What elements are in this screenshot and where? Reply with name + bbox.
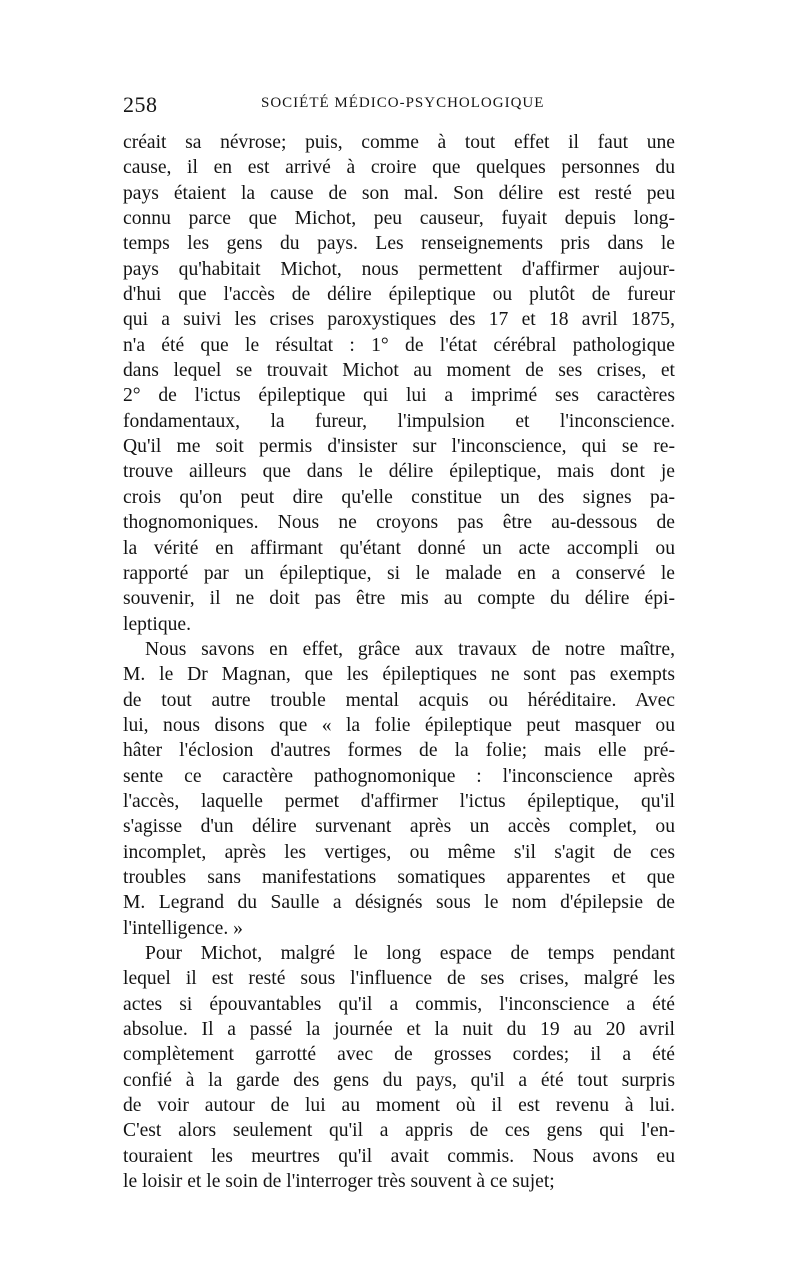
paragraph: [123, 130, 675, 637]
text-line: hâter l'éclosion d'autres formes de la folie; mais elle pré-: [123, 740, 675, 762]
text-line: lui, nous disons que « la folie épileptique peut masquer ou: [123, 714, 675, 736]
text-line: pays qu'habitait Michot, nous permettent d'affirmer aujour-: [123, 258, 675, 280]
text-line: crois qu'on peut dire qu'elle constitue un des signes pa-: [123, 486, 675, 508]
text-line: la vérité en affirmant qu'étant donné un acte accompli ou: [123, 537, 675, 559]
body-text: [123, 130, 675, 1194]
text-line: qui a suivi les crises paroxystiques des 17 et 18 avril 1875,: [123, 309, 675, 331]
page-header: [123, 92, 675, 122]
text-line: pays étaient la cause de son mal. Son délire est resté peu: [123, 182, 675, 204]
text-line: créait sa névrose; puis, comme à tout effet il faut une: [123, 132, 675, 153]
text-line: trouve ailleurs que dans le délire épileptique, mais dont je: [123, 461, 675, 483]
text-line: complètement garrotté avec de grosses cordes; il a été: [123, 1044, 675, 1066]
text-line: confié à la garde des gens du pays, qu'il a été tout surpris: [123, 1069, 675, 1091]
text-line: s'agisse d'un délire survenant après un accès complet, ou: [123, 816, 675, 838]
text-line: thognomoniques. Nous ne croyons pas être au-dessous de: [123, 512, 675, 534]
text-line: souvenir, il ne doit pas être mis au compte du délire épi-: [123, 588, 675, 610]
text-line: C'est alors seulement qu'il a appris de ces gens qui l'en-: [123, 1120, 675, 1142]
text-line: le loisir et le soin de l'interroger très souvent à ce sujet;: [123, 1171, 555, 1193]
text-line: Pour Michot, malgré le long espace de temps pendant: [145, 943, 675, 964]
text-line: dans lequel se trouvait Michot au moment de ses crises, et: [123, 360, 675, 382]
text-line: sente ce caractère pathognomonique : l'inconscience après: [123, 765, 675, 787]
text-line: lequel il est resté sous l'influence de ses crises, malgré les: [123, 968, 675, 990]
text-line: absolue. Il a passé la journée et la nuit du 19 au 20 avril: [123, 1019, 675, 1041]
text-line: incomplet, après les vertiges, ou même s'il s'agit de ces: [123, 841, 675, 863]
text-line: cause, il en est arrivé à croire que quelques personnes du: [123, 157, 675, 179]
book-page: [123, 92, 675, 1194]
paragraph: [123, 637, 675, 941]
text-line: fondamentaux, la fureur, l'impulsion et l'inconscience.: [123, 410, 675, 432]
text-line: temps les gens du pays. Les renseignements pris dans le: [123, 233, 675, 255]
text-line: connu parce que Michot, peu causeur, fuyait depuis long-: [123, 208, 675, 230]
text-line: l'intelligence. »: [123, 917, 243, 939]
text-line: Nous savons en effet, grâce aux travaux de notre maître,: [145, 638, 675, 660]
text-line: de tout autre trouble mental acquis ou héréditaire. Avec: [123, 689, 675, 711]
text-line: actes si épouvantables qu'il a commis, l'inconscience a été: [123, 993, 675, 1015]
page-number: 258: [123, 92, 158, 117]
text-line: d'hui que l'accès de délire épileptique ou plutôt de fureur: [123, 284, 675, 306]
text-line: troubles sans manifestations somatiques apparentes et que: [123, 866, 675, 888]
text-line: l'accès, laquelle permet d'affirmer l'ictus épileptique, qu'il: [123, 790, 675, 812]
paragraph: [123, 941, 675, 1194]
text-line: de voir autour de lui au moment où il est revenu à lui.: [123, 1095, 675, 1117]
text-line: n'a été que le résultat : 1° de l'état cérébral pathologique: [123, 334, 675, 356]
text-line: touraient les meurtres qu'il avait commis. Nous avons eu: [123, 1145, 675, 1167]
text-line: 2° de l'ictus épileptique qui lui a imprimé ses caractères: [123, 385, 675, 407]
text-line: leptique.: [123, 613, 192, 635]
text-line: M. le Dr Magnan, que les épileptiques ne sont pas exempts: [123, 664, 675, 686]
text-line: rapporté par un épileptique, si le malade en a conservé le: [123, 562, 675, 584]
running-title: SOCIÉTÉ MÉDICO-PSYCHOLOGIQUE: [261, 95, 545, 111]
text-line: Qu'il me soit permis d'insister sur l'inconscience, qui se re-: [123, 436, 675, 458]
text-line: M. Legrand du Saulle a désignés sous le nom d'épilepsie de: [123, 892, 675, 914]
